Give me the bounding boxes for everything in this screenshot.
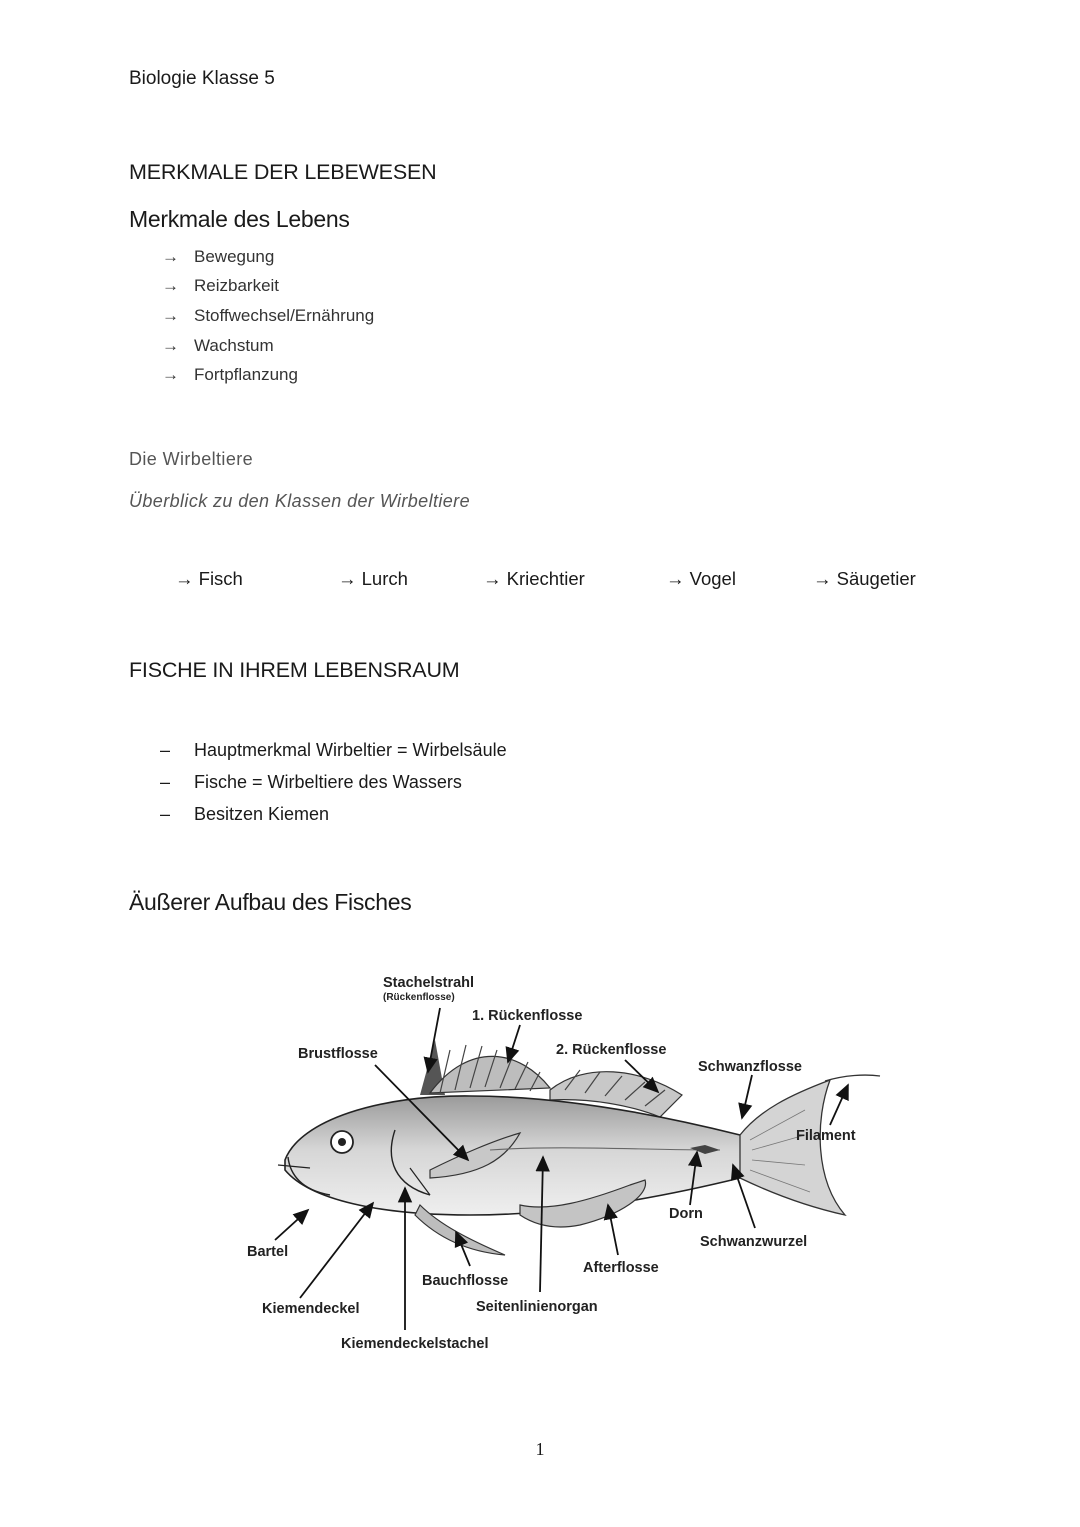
label-rueckenflosse-1: 1. Rückenflosse — [472, 1008, 583, 1024]
arrow-icon: → — [162, 365, 179, 385]
class-item-saeugetier: → Säugetier — [813, 568, 916, 589]
label-filament: Filament — [796, 1128, 856, 1144]
label-stachelstrahl-note: (Rückenflosse) — [383, 992, 455, 1003]
subheading-ueberblick: Überblick zu den Klassen der Wirbeltiere — [129, 491, 470, 511]
label-rueckenflosse-2: 2. Rückenflosse — [556, 1042, 667, 1058]
list-item: → Stoffwechsel/Ernährung — [162, 305, 375, 325]
section-title-aufbau: Äußerer Aufbau des Fisches — [129, 889, 412, 915]
label-dorn: Dorn — [669, 1206, 703, 1222]
label-bauchflosse: Bauchflosse — [422, 1273, 509, 1289]
subtitle-merkmale-des-lebens: Merkmale des Lebens — [129, 206, 350, 232]
arrow-icon: → — [162, 276, 179, 296]
list-item: – Fische = Wirbeltiere des Wassers — [160, 771, 462, 792]
arrow-icon: → — [483, 568, 502, 589]
list-item: → Wachstum — [162, 335, 274, 355]
label-schwanzflosse: Schwanzflosse — [698, 1059, 802, 1075]
label-bartel: Bartel — [247, 1244, 289, 1260]
dash-icon: – — [160, 739, 171, 760]
class-item-lurch: → Lurch — [338, 568, 408, 589]
list-item: – Besitzen Kiemen — [160, 803, 330, 824]
heading-wirbeltiere: Die Wirbeltiere — [129, 449, 254, 469]
label-kiemendeckelstachel: Kiemendeckelstachel — [341, 1336, 489, 1352]
list-item: → Reizbarkeit — [162, 276, 280, 296]
label-stachelstrahl: Stachelstrahl — [383, 975, 475, 991]
list-item: → Bewegung — [162, 246, 275, 266]
page-number: 1 — [535, 1439, 545, 1459]
dash-icon: – — [160, 771, 171, 792]
arrow-icon: → — [175, 568, 194, 589]
arrow-icon: → — [162, 246, 179, 266]
list-item: → Fortpflanzung — [162, 365, 298, 385]
list-item: – Hauptmerkmal Wirbeltier = Wirbelsäule — [160, 739, 507, 760]
fische-list — [160, 734, 507, 830]
arrow-icon: → — [666, 568, 685, 589]
label-schwanzwurzel: Schwanzwurzel — [700, 1234, 808, 1250]
label-kiemendeckel: Kiemendeckel — [262, 1301, 360, 1317]
class-item-vogel: → Vogel — [666, 568, 736, 589]
section-title-merkmale: MERKMALE DER LEBEWESEN — [129, 160, 437, 184]
class-item-fisch: → Fisch — [175, 568, 243, 589]
fish-anatomy-diagram — [240, 965, 900, 1365]
section-title-fische: FISCHE IN IHREM LEBENSRAUM — [129, 658, 460, 682]
arrow-icon: → — [162, 335, 179, 355]
arrow-icon: → — [813, 568, 832, 589]
page-header: Biologie Klasse 5 — [129, 68, 275, 89]
class-item-kriechtier: → Kriechtier — [483, 568, 585, 589]
dash-icon: – — [160, 803, 171, 824]
label-seitenlinienorgan: Seitenlinienorgan — [476, 1299, 598, 1315]
arrow-icon: → — [162, 305, 179, 325]
label-brustflosse: Brustflosse — [298, 1046, 378, 1062]
label-afterflosse: Afterflosse — [583, 1260, 659, 1276]
arrow-icon: → — [338, 568, 357, 589]
merkmale-list — [162, 242, 374, 390]
